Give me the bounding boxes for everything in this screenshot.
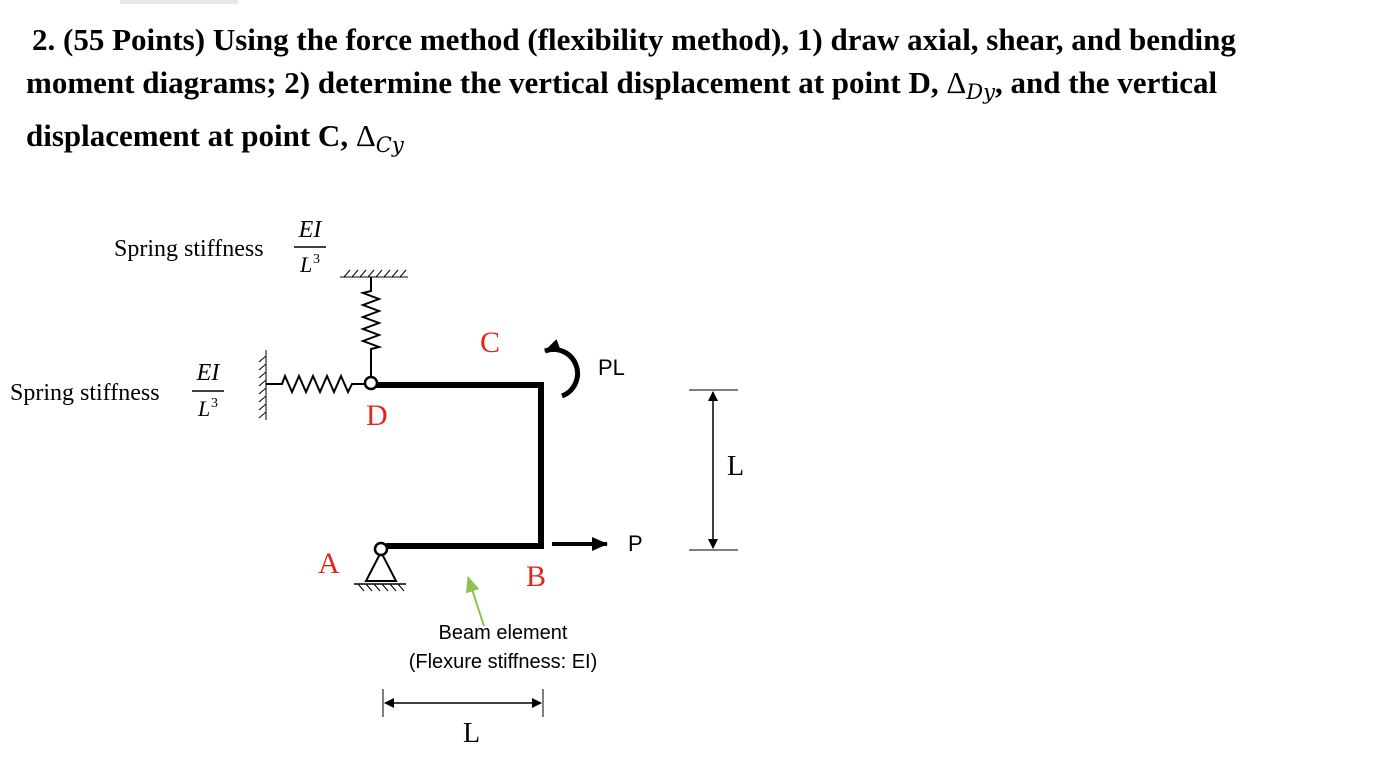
spring-left-numerator: EI <box>196 360 220 386</box>
beam-note-line-2: (Flexure stiffness: EI) <box>408 651 598 673</box>
point-label-c: C <box>480 326 501 359</box>
spring-top-denominator: L <box>300 252 313 277</box>
hinge-d <box>365 377 377 389</box>
problem-text-3a: displacement at point C, <box>26 118 356 153</box>
moment-load-label: PL <box>598 355 625 380</box>
spring-top-numerator: EI <box>298 217 322 243</box>
beam-note-line-1: Beam element <box>438 622 568 644</box>
problem-text-1: (55 Points) Using the force method (flexibility method), 1) draw axial, shear, and bending <box>63 22 1236 57</box>
moment-arrow-icon <box>545 349 578 396</box>
spring-left-denominator-exponent: 3 <box>211 396 218 411</box>
horizontal-spring <box>266 376 364 392</box>
horizontal-dimension-label: L <box>463 718 481 749</box>
pin-support-a <box>354 543 406 591</box>
spring-left-label: Spring stiffness <box>10 380 160 406</box>
point-label-d: D <box>366 399 388 432</box>
delta-c-symbol: Δ <box>355 118 376 153</box>
problem-number: 2. <box>32 22 56 57</box>
problem-text-2b: , and the vertical <box>995 65 1218 100</box>
top-ground-support <box>340 270 408 277</box>
spring-left-denominator: L <box>198 396 211 421</box>
delta-d-symbol: Δ <box>946 65 967 100</box>
spring-top-denominator-exponent: 3 <box>313 252 320 267</box>
beam-element-pointer-arrow-icon <box>468 577 484 626</box>
vertical-dimension-label: L <box>727 451 745 482</box>
horizontal-dimension <box>383 689 543 717</box>
vertical-spring <box>363 277 379 376</box>
force-load-label: P <box>628 531 643 556</box>
spring-top-label: Spring stiffness <box>114 236 264 262</box>
delta-c-subscript: Cy <box>375 133 404 157</box>
left-ground-support <box>259 350 266 420</box>
delta-d-subscript: Dy <box>966 80 995 104</box>
point-label-b: B <box>526 560 547 593</box>
problem-text-2a: moment diagrams; 2) determine the vertical displacement at point D, <box>26 65 947 100</box>
point-label-a: A <box>318 547 340 580</box>
